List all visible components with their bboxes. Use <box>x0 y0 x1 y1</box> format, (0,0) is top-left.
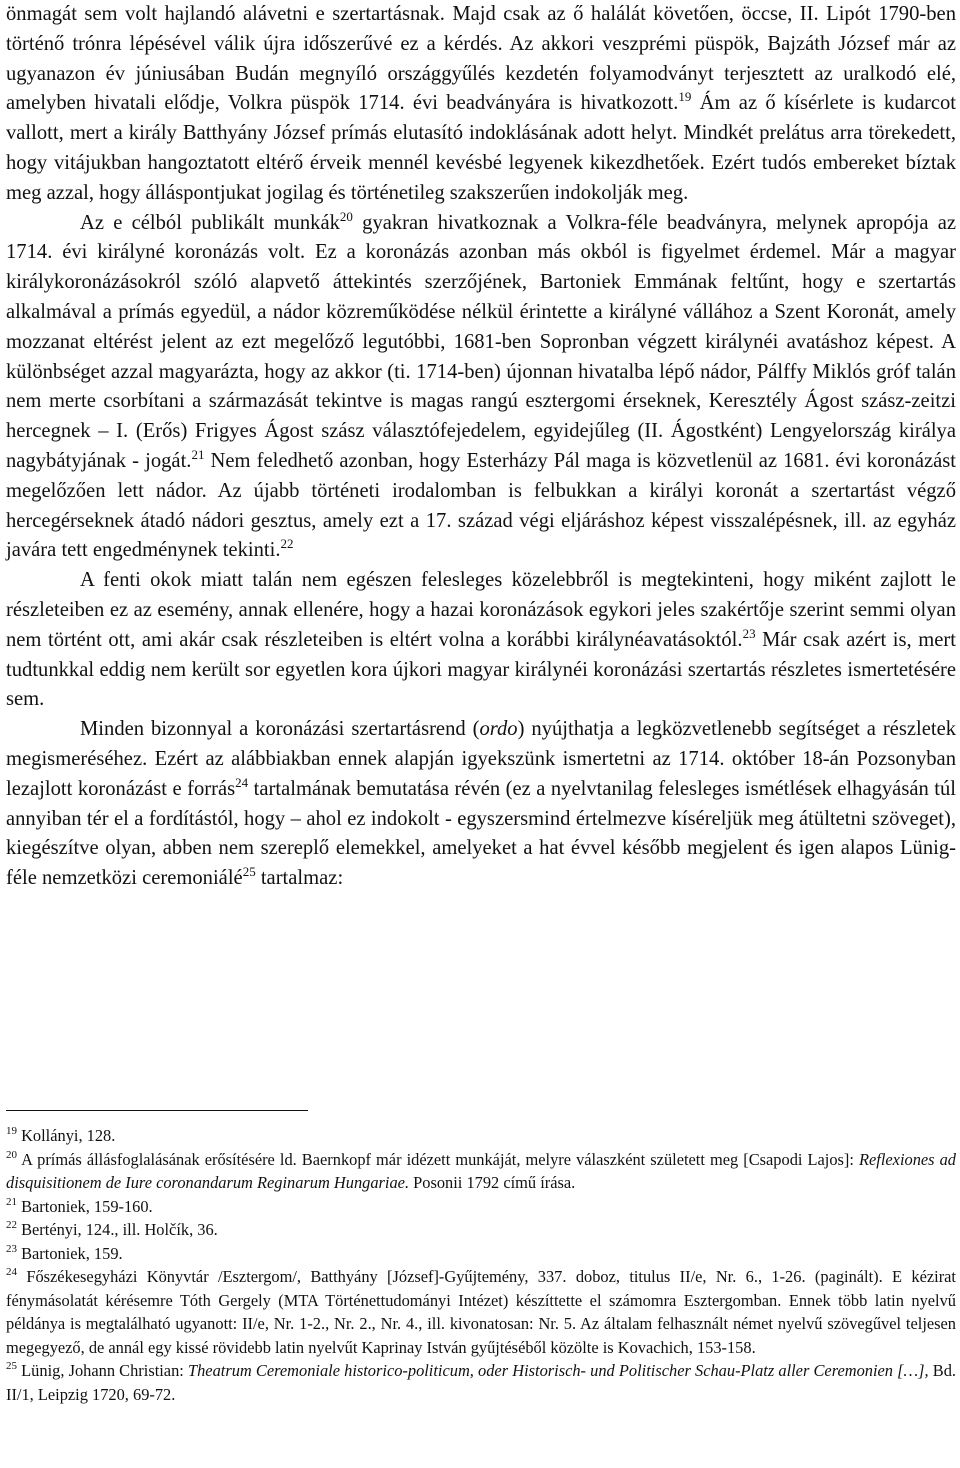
paragraph-3-text-b: Már csak azért is, mert tudtunkkal eddig nem került sor egyetlen kora újkori magyar királynéi koronázási szertartás részletes ismertetésére sem. <box>6 628 956 711</box>
footnote-ref-22: 22 <box>280 536 294 552</box>
paragraph-1-text-b: Ám az ő kísérlete is kudarcot vallott, mert a király Batthyány József prímás elutasító indoklásának adott helyt. Mindkét prelátus arra törekedett, hogy vitájukban hangoztatott eltérő érveik mennél kevésbé legyenek kikezdhetőek. Ezért tudós embereket bíztak meg azzal, hogy álláspontjukat jogilag és történetileg szakszerűen indokolják meg. <box>6 92 956 204</box>
footnotes <box>6 1124 956 1406</box>
footnote-text: Bartoniek, 159-160. <box>17 1196 153 1216</box>
footnote-text: Bartoniek, 159. <box>17 1243 123 1263</box>
footnote-text: Főszékesegyházi Könyvtár /Esztergom/, Batthyány [József]-Gyűjtemény, 337. doboz, titulus II/e, Nr. 6., 1-26. (paginált). E kézirat fénymásolatát kérésemre Tóth Gergely (MTA Történettudományi Intézet) készíttette el számomra Esztergomban. Ennek több latin nyelvű példánya is megtalálható ugyanott: II/e, Nr. 1-2., Nr. 2., Nr. 4., ill. kivonatosan: Nr. 5. Az általam felhasznált német nyelvű szövegűvel teljesen megegyező, de annál egy kissé rövidebb latin nyelvűt Kaprinay István gyűjtéséből közölte is Kovachich, 153-158. <box>6 1267 956 1357</box>
footnote-23 <box>6 1242 956 1266</box>
footnote-number: 19 <box>6 1125 17 1137</box>
paragraph-2-text-c: Nem feledhető azonban, hogy Esterházy Pál maga is közvetlenül az 1681. évi koronázást megelőzően lett nádor. Az újabb történeti irodalomban is felbukkan a királyi koronát a szertartást végző hercegérseknek átadó nádori gesztus, amely ezt a 17. század végi eljáráshoz képest visszalépésnek, ill. az egyház javára tett engedménynek tekinti. <box>6 449 956 562</box>
paragraph-4-text-c: tartalmának bemutatása révén (ez a nyelvtanilag felesleges ismétlések elhagyásán túl annyiban tér el a fordítástól, hogy – ahol ez indokolt - egyszersmind értelmezve kíséreljük meg átültetni szöveget), kiegészítve olyan, abben nem szereplő elemekkel, amelyeket a hat évvel később megjelent és igen alapos Lünig-féle nemzetközi ceremoniálé <box>6 777 956 890</box>
paragraph-4-text-d: tartalmaz: <box>255 867 344 890</box>
footnote-ref-21: 21 <box>191 446 205 462</box>
footnote-number: 21 <box>6 1195 17 1208</box>
footnote-italic-title: Reflexiones ad disquisitionem de Iure coronandarum Reginarum Hungariae. <box>6 1149 956 1192</box>
footnote-25 <box>6 1359 956 1406</box>
footnote-24 <box>6 1265 956 1359</box>
footnote-21 <box>6 1195 956 1219</box>
footnote-22 <box>6 1218 956 1242</box>
footnote-italic-title: Theatrum Ceremoniale historico-politicum, oder Historisch- und Politischer Schau-Platz aller Ceremonien […], <box>188 1361 929 1380</box>
footnote-number: 22 <box>6 1219 17 1231</box>
footnote-separator <box>6 1110 308 1111</box>
footnote-text: Bd. II/1, Leipzig 1720, 69-72. <box>6 1361 956 1404</box>
footnote-text: Lünig, Johann Christian: <box>17 1361 188 1380</box>
footnote-19 <box>6 1124 956 1148</box>
paragraph-3 <box>6 566 956 715</box>
paragraph-3-text-a: A fenti okok miatt talán nem egészen felesleges közelebbről is megtekinteni, hogy miként zajlott le részleteiben ez az esemény, annak ellenére, hogy a hazai koronázások egykori jeles szakértője szerint semmi olyan nem történt ott, ami akár csak részleteiben is eltért volna a korábbi királynéavatásoktól. <box>6 569 956 651</box>
paragraph-4 <box>6 715 956 894</box>
paragraph-2 <box>6 209 956 567</box>
paragraph-4-text-a: Minden bizonnyal a koronázási szertartásrend ( <box>80 718 480 741</box>
footnote-ref-25: 25 <box>242 864 256 880</box>
paragraph-2-text-a: Az e célból publikált munkák <box>80 211 340 234</box>
footnote-ref-24: 24 <box>235 774 249 790</box>
footnote-ref-20: 20 <box>339 208 353 224</box>
footnote-text: Posonii 1792 című írása. <box>409 1173 576 1192</box>
paragraph-1-text-a: önmagát sem volt hajlandó alávetni e szertartásnak. Majd csak az ő halálát követően, öccse, II. Lipót 1790-ben történő trónra lépésével válik újra időszerűvé ez a kérdés. Az akkori veszprémi püspök, Bajzáth József már az ugyanazon év júniusában Budán megnyíló országgyűlés kezdetén folyamodványt terjesztett az uralkodó elé, amelyben hivatali elődje, Volkra püspök 1714. évi beadványára is hivatkozott. <box>6 3 956 115</box>
footnote-text: Bertényi, 124., ill. Holčík, 36. <box>17 1220 218 1239</box>
footnote-number: 20 <box>6 1148 17 1161</box>
footnote-number: 23 <box>6 1242 17 1255</box>
paragraph-1 <box>6 0 956 209</box>
footnote-text: Kollányi, 128. <box>17 1126 116 1145</box>
footnote-number: 25 <box>6 1360 17 1372</box>
main-text <box>6 0 956 894</box>
footnote-20 <box>6 1148 956 1195</box>
footnote-ref-23: 23 <box>742 625 756 641</box>
footnote-text: A prímás állásfoglalásának erősítésére ld. Baernkopf már idézett munkáját, melyre válaszként született meg [Csapodi Lajos]: <box>17 1149 859 1169</box>
paragraph-4-italic-ordo: ordo <box>479 718 518 741</box>
footnote-number: 24 <box>6 1266 17 1278</box>
footnote-ref-19: 19 <box>678 89 692 105</box>
paragraph-2-text-b: gyakran hivatkoznak a Volkra-féle beadványra, melynek apropója az 1714. évi királyné koronázás volt. Ez a koronázás azonban más okból is figyelmet érdemel. Már a magyar királykoronázásokról szóló alapvető áttekintés szerzőjének, Bartoniek Emmának feltűnt, hogy e szertartás alkalmával a prímás egyedül, a nádor közreműködése nélkül érintette a királyné vállához a Szent Koronát, amely mozzanat eltérést jelent az ezt megelőző legutóbbi, 1681-ben Sopronban végzett királynéi avatáshoz képest. A különbséget azzal magyarázta, hogy az akkor (ti. 1714-ben) újonnan hivatalba lépő nádor, Pálffy Miklós gróf talán nem merte csorbítani a származását tekintve is magas rangú esztergomi érseknek, Keresztély Ágost szász-zeitzi hercegnek – I. (Erős) Frigyes Ágost szász választófejedelem, egyidejűleg (II. Ágostként) Lengyelország királya nagybátyjának - jogát. <box>6 211 956 472</box>
document-page <box>6 0 957 1404</box>
paragraph-4-text-b: ) nyújthatja a legközvetlenebb segítséget a részletek megismeréséhez. Ezért az alábbiakban ennek alapján igyekszünk ismertetni az 1714. október 18-án Pozsonyban lezajlott koronázást e forrás <box>6 718 957 800</box>
